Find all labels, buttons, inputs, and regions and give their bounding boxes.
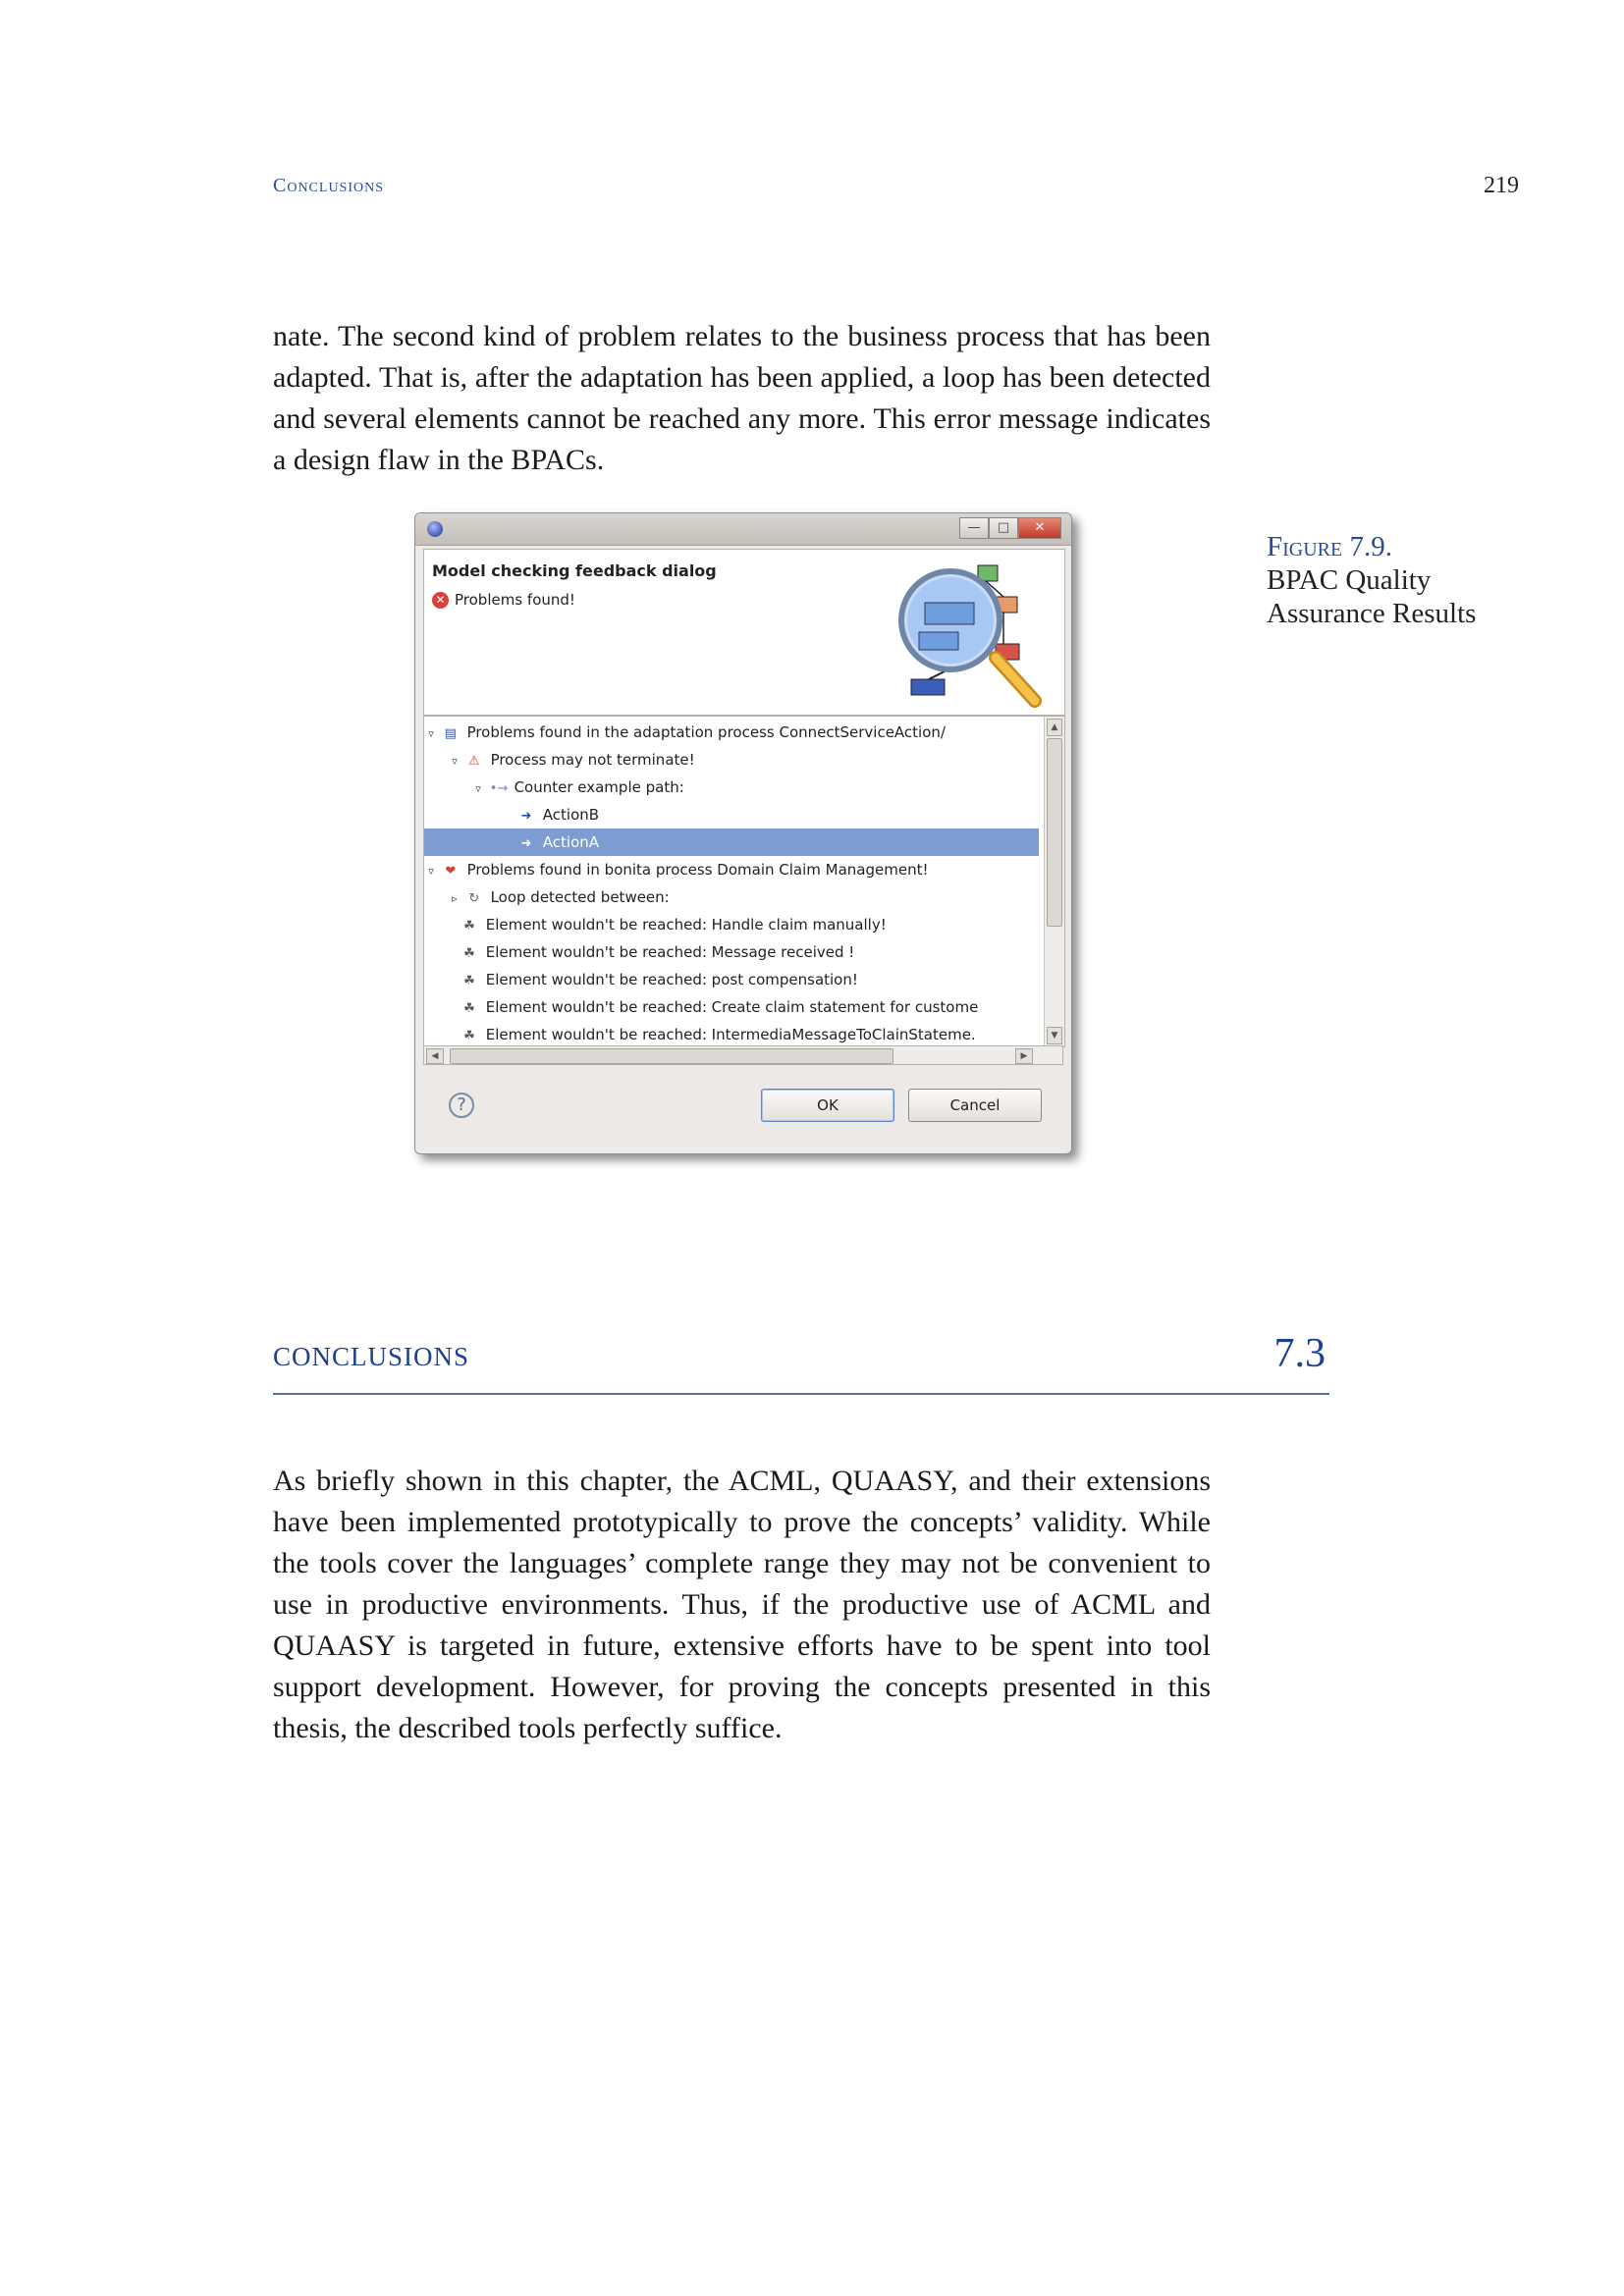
dialog-header xyxy=(423,549,1065,716)
tree-row-3[interactable]: ➜ ActionB xyxy=(518,801,1039,828)
collapse-toggle-icon[interactable]: ▹ xyxy=(452,892,458,905)
tree-row-0[interactable]: ▿ ▤ Problems found in the adaptation process ConnectServiceAction/ xyxy=(424,719,1039,746)
minimize-icon[interactable]: — xyxy=(959,517,989,539)
tree-row-1[interactable]: ▿ ⚠ Process may not terminate! xyxy=(448,746,1062,774)
expand-toggle-icon[interactable]: ▿ xyxy=(428,865,434,878)
loop-icon: ↻ xyxy=(468,891,480,906)
warning-icon: ⚠ xyxy=(467,754,480,769)
dialog-message-text: Problems found! xyxy=(455,591,575,609)
tree-row-11[interactable]: ☘ Element wouldn't be reached: IntermediaMessageToClainStateme. xyxy=(461,1021,1039,1047)
tree-row-4-selected[interactable]: ➜ ActionA xyxy=(424,828,1039,856)
tree-row-6[interactable]: ▹ ↻ Loop detected between: xyxy=(448,883,1062,911)
expand-toggle-icon[interactable]: ▿ xyxy=(428,727,434,740)
tree-row-5[interactable]: ▿ ❤ Problems found in bonita process Domain Claim Management! xyxy=(424,856,1039,883)
close-icon[interactable]: ✕ xyxy=(1018,517,1061,539)
window-controls xyxy=(959,517,1061,539)
ok-button[interactable]: OK xyxy=(761,1089,894,1122)
element-icon: ☘ xyxy=(463,946,475,961)
section-heading xyxy=(273,1330,1329,1395)
bonita-icon: ❤ xyxy=(445,864,457,879)
element-icon: ☘ xyxy=(463,1029,475,1043)
dialog-titlebar[interactable] xyxy=(415,513,1071,546)
body-paragraph-bottom: As briefly shown in this chapter, the ACML, QUAASY, and their extensions have been implemented prototypically to prove the concepts’ validity. While the tools cover the languages’ complete range they may not be convenient to use in productive environments. Thus, if the productive use of ACML and QUAASY is targeted in future, extensive efforts have to be spent into tool support development. However, for proving the concepts presented in this thesis, the described tools perfectly suffice. xyxy=(273,1465,1211,1744)
element-icon: ☘ xyxy=(463,919,475,934)
app-icon xyxy=(427,521,443,537)
process-icon: ▤ xyxy=(444,726,457,741)
section-number: 7.3 xyxy=(1273,1331,1326,1376)
figure-caption-text: BPAC Quality Assurance Results xyxy=(1267,564,1477,629)
vertical-scrollbar[interactable] xyxy=(1044,717,1064,1046)
element-icon: ☘ xyxy=(463,1001,475,1016)
scroll-down-icon[interactable]: ▼ xyxy=(1047,1027,1062,1044)
dialog-title: Model checking feedback dialog xyxy=(432,561,717,580)
running-head: Conclusions xyxy=(273,175,385,196)
cancel-button[interactable]: Cancel xyxy=(908,1089,1042,1122)
vertical-scroll-thumb[interactable] xyxy=(1047,738,1062,927)
tree-row-7[interactable]: ☘ Element wouldn't be reached: Handle claim manually! xyxy=(461,911,1065,938)
horizontal-scroll-thumb[interactable] xyxy=(450,1048,893,1064)
help-icon[interactable]: ? xyxy=(449,1093,474,1118)
dialog-message xyxy=(432,591,575,609)
figure-caption xyxy=(1267,530,1522,630)
expand-toggle-icon[interactable]: ▿ xyxy=(475,782,481,795)
maximize-icon[interactable]: □ xyxy=(989,517,1018,539)
section-title: CONCLUSIONS xyxy=(273,1342,470,1371)
tree-row-10[interactable]: ☘ Element wouldn't be reached: Create claim statement for custome xyxy=(461,993,1039,1021)
tree-row-9[interactable]: ☘ Element wouldn't be reached: post compensation! xyxy=(461,966,1065,993)
figure-label: Figure 7.9. xyxy=(1267,531,1392,562)
body-paragraph-top: nate. The second kind of problem relates to the business process that has been adapted. That is, after the adaptation has been applied, a loop has been detected and several elements cannot be reached any more. This error message indicates a design flaw in the BPACs. xyxy=(273,320,1211,476)
problem-tree[interactable] xyxy=(423,716,1065,1047)
element-icon: ☘ xyxy=(463,974,475,988)
error-icon: ✕ xyxy=(432,592,449,609)
expand-toggle-icon[interactable]: ▿ xyxy=(452,755,458,768)
page-number: 219 xyxy=(1484,173,1519,198)
arrow-icon: ➜ xyxy=(520,809,532,824)
scroll-right-icon[interactable]: ▶ xyxy=(1015,1048,1033,1064)
tree-row-2[interactable]: ▿ •→ Counter example path: xyxy=(471,774,1065,801)
arrow-icon: ➜ xyxy=(520,836,532,851)
scroll-left-icon[interactable]: ◀ xyxy=(426,1048,444,1064)
magnifier-diagram-icon xyxy=(888,552,1055,709)
path-icon: •→ xyxy=(489,781,509,796)
horizontal-scrollbar[interactable] xyxy=(423,1045,1063,1065)
scroll-up-icon[interactable]: ▲ xyxy=(1047,719,1062,736)
tree-row-8[interactable]: ☘ Element wouldn't be reached: Message received ! xyxy=(461,938,1065,966)
model-checking-dialog-screenshot xyxy=(414,512,1072,1154)
